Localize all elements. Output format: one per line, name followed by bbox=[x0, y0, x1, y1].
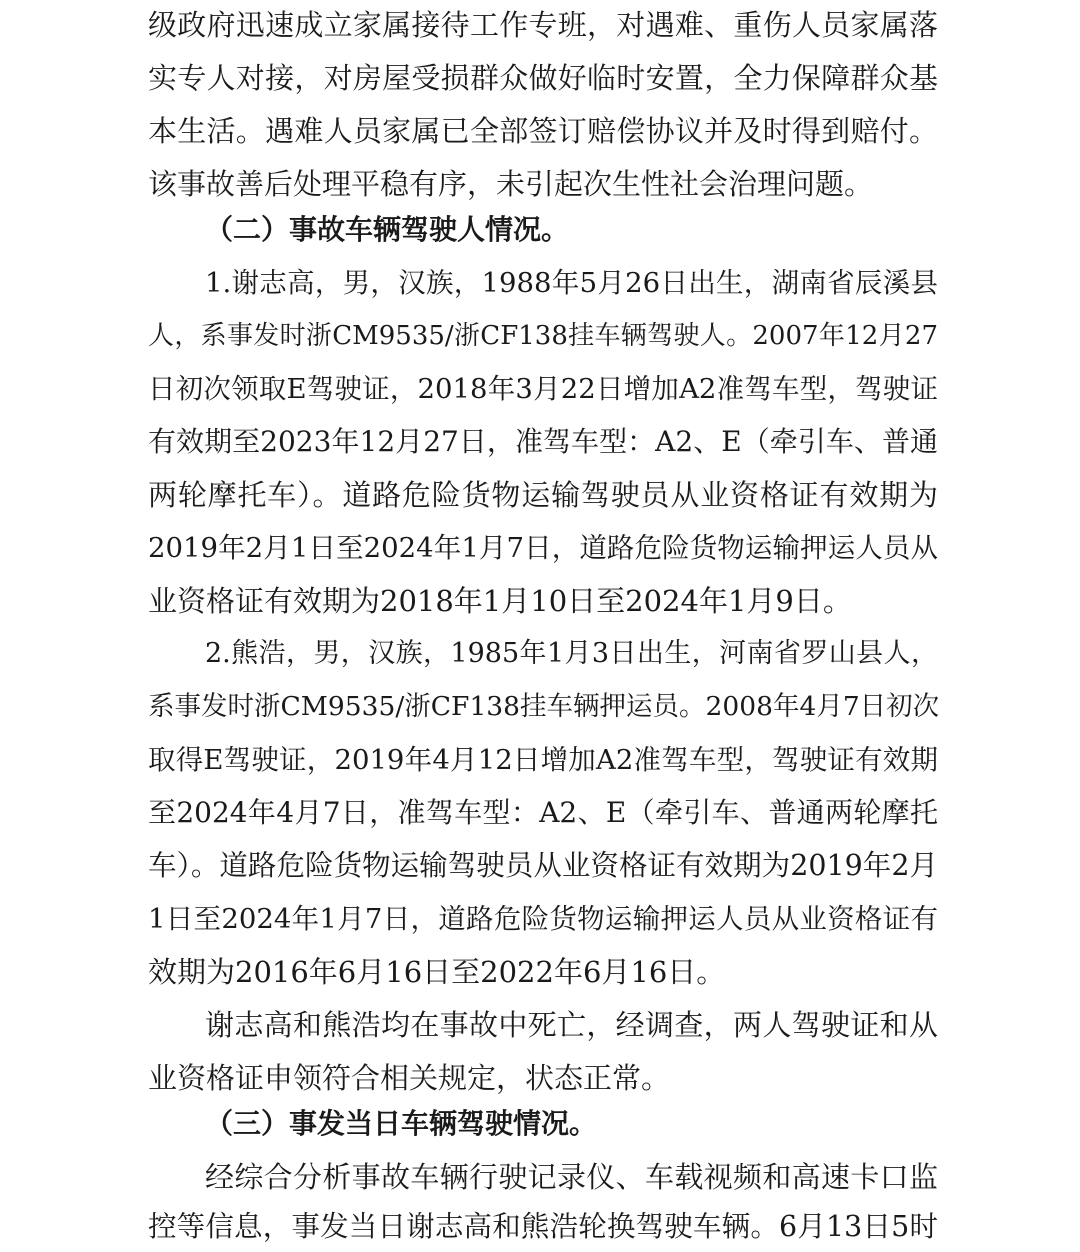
paragraph-line: 控等信息，事发当日谢志高和熊浩轮换驾驶车辆。6月13日5时 bbox=[148, 1210, 938, 1243]
paragraph-line: 系事发时浙CM9535/浙CF138挂车辆押运员。2008年4月7日初次 bbox=[148, 691, 940, 722]
paragraph-line: 业资格证申领符合相关规定，状态正常。 bbox=[148, 1061, 671, 1095]
paragraph-line: 人，系事发时浙CM9535/浙CF138挂车辆驾驶人。2007年12月27 bbox=[148, 321, 938, 351]
paragraph-line: 本生活。遇难人员家属已全部签订赔偿协议并及时得到赔付。 bbox=[148, 114, 938, 148]
paragraph-line: 日初次领取E驾驶证，2018年3月22日增加A2准驾车型，驾驶证 bbox=[148, 373, 938, 405]
paragraph-line: 取得E驾驶证，2019年4月12日增加A2准驾车型，驾驶证有效期 bbox=[148, 744, 938, 776]
paragraph-line: 业资格证有效期为2018年1月10日至2024年1月9日。 bbox=[148, 584, 852, 618]
paragraph-line: 有效期至2023年12月27日，准驾车型：A2、E（牵引车、普通 bbox=[148, 425, 938, 458]
paragraph-line: 2019年2月1日至2024年1月7日，道路危险货物运输押运人员从 bbox=[148, 532, 938, 564]
paragraph-line: 两轮摩托车）。道路危险货物运输驾驶员从业资格证有效期为 bbox=[148, 478, 938, 512]
paragraph-line: 1.谢志高，男，汉族，1988年5月26日出生，湖南省辰溪县 bbox=[205, 267, 938, 299]
paragraph-line: 级政府迅速成立家属接待工作专班，对遇难、重伤人员家属落 bbox=[148, 8, 938, 42]
paragraph-line: 谢志高和熊浩均在事故中死亡，经调查，两人驾驶证和从 bbox=[205, 1008, 938, 1042]
paragraph-line: 2.熊浩，男，汉族，1985年1月3日出生，河南省罗山县人， bbox=[205, 638, 938, 669]
section-heading: （三）事发当日车辆驾驶情况。 bbox=[205, 1107, 598, 1140]
paragraph-line: 效期为2016年6月16日至2022年6月16日。 bbox=[148, 955, 726, 989]
paragraph-line: 1日至2024年1月7日，道路危险货物运输押运人员从业资格证有 bbox=[148, 903, 938, 935]
paragraph-line: 经综合分析事故车辆行驶记录仪、车载视频和高速卡口监 bbox=[205, 1160, 938, 1194]
paragraph-line: 该事故善后处理平稳有序，未引起次生性社会治理问题。 bbox=[148, 167, 874, 201]
paragraph-line: 至2024年4月7日，准驾车型：A2、E（牵引车、普通两轮摩托 bbox=[148, 796, 938, 829]
paragraph-line: 实专人对接，对房屋受损群众做好临时安置，全力保障群众基 bbox=[148, 61, 938, 95]
paragraph-line: 车）。道路危险货物运输驾驶员从业资格证有效期为2019年2月 bbox=[148, 849, 938, 882]
section-heading: （二）事故车辆驾驶人情况。 bbox=[205, 213, 570, 246]
